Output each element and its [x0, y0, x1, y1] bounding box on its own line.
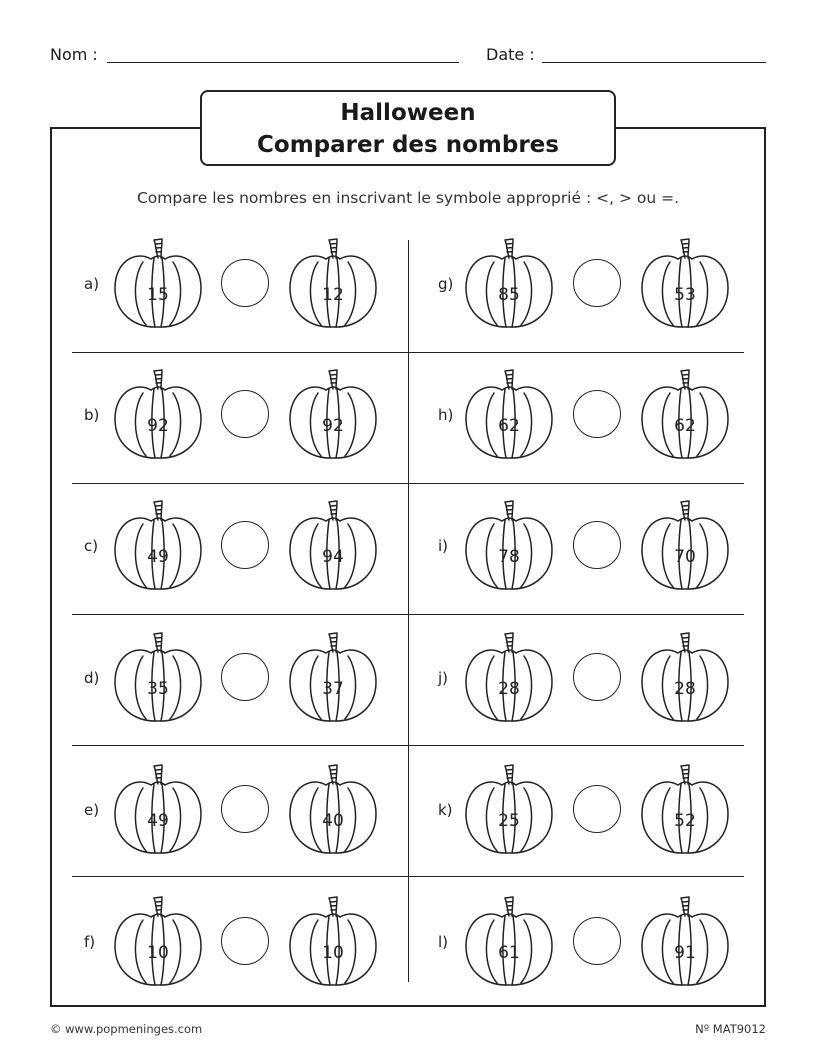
answer-circle[interactable]	[573, 653, 621, 701]
left-pumpkin	[113, 369, 203, 459]
pumpkin-icon	[464, 238, 554, 328]
pumpkin-icon	[464, 764, 554, 854]
exercise-letter: h)	[438, 406, 454, 424]
exercise-letter: k)	[438, 801, 453, 819]
pumpkin-icon	[288, 238, 378, 328]
exercise-letter: j)	[438, 669, 449, 687]
right-pumpkin	[288, 632, 378, 722]
pumpkin-icon	[640, 632, 730, 722]
right-pumpkin	[288, 238, 378, 328]
pumpkin-number: 70	[674, 547, 696, 567]
footer-website: © www.popmeninges.com	[50, 1022, 203, 1036]
pumpkin-number: 52	[674, 811, 696, 831]
left-pumpkin	[113, 764, 203, 854]
pumpkin-icon	[640, 764, 730, 854]
exercise-letter: g)	[438, 275, 454, 293]
pumpkin-icon	[113, 369, 203, 459]
pumpkin-number: 92	[322, 416, 344, 436]
row-divider	[72, 352, 744, 353]
exercise-letter: c)	[84, 537, 99, 555]
date-field-line[interactable]	[542, 62, 766, 63]
pumpkin-number: 53	[674, 285, 696, 305]
pumpkin-icon	[288, 632, 378, 722]
name-label: Nom :	[50, 45, 98, 64]
pumpkin-icon	[113, 764, 203, 854]
date-label: Date :	[486, 45, 535, 64]
right-pumpkin	[640, 238, 730, 328]
answer-circle[interactable]	[573, 917, 621, 965]
pumpkin-number: 28	[674, 679, 696, 699]
pumpkin-number: 91	[674, 943, 696, 963]
left-pumpkin	[113, 896, 203, 986]
row-divider	[72, 614, 744, 615]
pumpkin-icon	[640, 369, 730, 459]
pumpkin-icon	[464, 500, 554, 590]
answer-circle[interactable]	[221, 653, 269, 701]
pumpkin-icon	[464, 896, 554, 986]
title-line-2: Comparer des nombres	[257, 132, 559, 158]
exercise-letter: d)	[84, 669, 100, 687]
pumpkin-number: 62	[498, 416, 520, 436]
exercise-letter: e)	[84, 801, 100, 819]
pumpkin-number: 61	[498, 943, 520, 963]
pumpkin-icon	[288, 896, 378, 986]
left-pumpkin	[464, 764, 554, 854]
pumpkin-icon	[113, 896, 203, 986]
answer-circle[interactable]	[221, 917, 269, 965]
row-divider	[72, 483, 744, 484]
answer-circle[interactable]	[573, 390, 621, 438]
pumpkin-icon	[640, 238, 730, 328]
answer-circle[interactable]	[573, 785, 621, 833]
pumpkin-icon	[640, 896, 730, 986]
pumpkin-number: 49	[147, 811, 169, 831]
title-box	[200, 90, 616, 166]
pumpkin-number: 92	[147, 416, 169, 436]
exercise-letter: b)	[84, 406, 100, 424]
right-pumpkin	[288, 896, 378, 986]
pumpkin-number: 35	[147, 679, 169, 699]
pumpkin-icon	[464, 632, 554, 722]
pumpkin-number: 40	[322, 811, 344, 831]
exercise-letter: f)	[84, 933, 96, 951]
name-field-line[interactable]	[107, 62, 459, 63]
left-pumpkin	[464, 238, 554, 328]
pumpkin-icon	[113, 238, 203, 328]
answer-circle[interactable]	[221, 390, 269, 438]
answer-circle[interactable]	[221, 521, 269, 569]
right-pumpkin	[640, 632, 730, 722]
exercise-letter: i)	[438, 537, 449, 555]
left-pumpkin	[464, 896, 554, 986]
right-pumpkin	[640, 369, 730, 459]
left-pumpkin	[464, 369, 554, 459]
pumpkin-icon	[113, 500, 203, 590]
pumpkin-number: 78	[498, 547, 520, 567]
pumpkin-number: 49	[147, 547, 169, 567]
exercise-letter: l)	[438, 933, 449, 951]
row-divider	[72, 745, 744, 746]
right-pumpkin	[640, 500, 730, 590]
pumpkin-number: 85	[498, 285, 520, 305]
answer-circle[interactable]	[221, 259, 269, 307]
right-pumpkin	[288, 369, 378, 459]
pumpkin-icon	[113, 632, 203, 722]
left-pumpkin	[464, 500, 554, 590]
right-pumpkin	[288, 500, 378, 590]
pumpkin-icon	[288, 369, 378, 459]
pumpkin-icon	[288, 500, 378, 590]
instructions: Compare les nombres en inscrivant le symbole approprié : <, > ou =.	[136, 189, 680, 207]
pumpkin-number: 10	[147, 943, 169, 963]
pumpkin-number: 10	[322, 943, 344, 963]
left-pumpkin	[113, 632, 203, 722]
answer-circle[interactable]	[221, 785, 269, 833]
right-pumpkin	[640, 896, 730, 986]
answer-circle[interactable]	[573, 521, 621, 569]
left-pumpkin	[113, 238, 203, 328]
footer-code: Nº MAT9012	[695, 1022, 766, 1036]
answer-circle[interactable]	[573, 259, 621, 307]
pumpkin-number: 94	[322, 547, 344, 567]
left-pumpkin	[464, 632, 554, 722]
right-pumpkin	[288, 764, 378, 854]
pumpkin-icon	[288, 764, 378, 854]
pumpkin-number: 12	[322, 285, 344, 305]
pumpkin-number: 37	[322, 679, 344, 699]
pumpkin-number: 62	[674, 416, 696, 436]
title-line-1: Halloween	[340, 100, 476, 126]
right-pumpkin	[640, 764, 730, 854]
pumpkin-number: 28	[498, 679, 520, 699]
exercise-letter: a)	[84, 275, 100, 293]
row-divider	[72, 876, 744, 877]
pumpkin-number: 25	[498, 811, 520, 831]
pumpkin-icon	[640, 500, 730, 590]
pumpkin-icon	[464, 369, 554, 459]
pumpkin-number: 15	[147, 285, 169, 305]
left-pumpkin	[113, 500, 203, 590]
